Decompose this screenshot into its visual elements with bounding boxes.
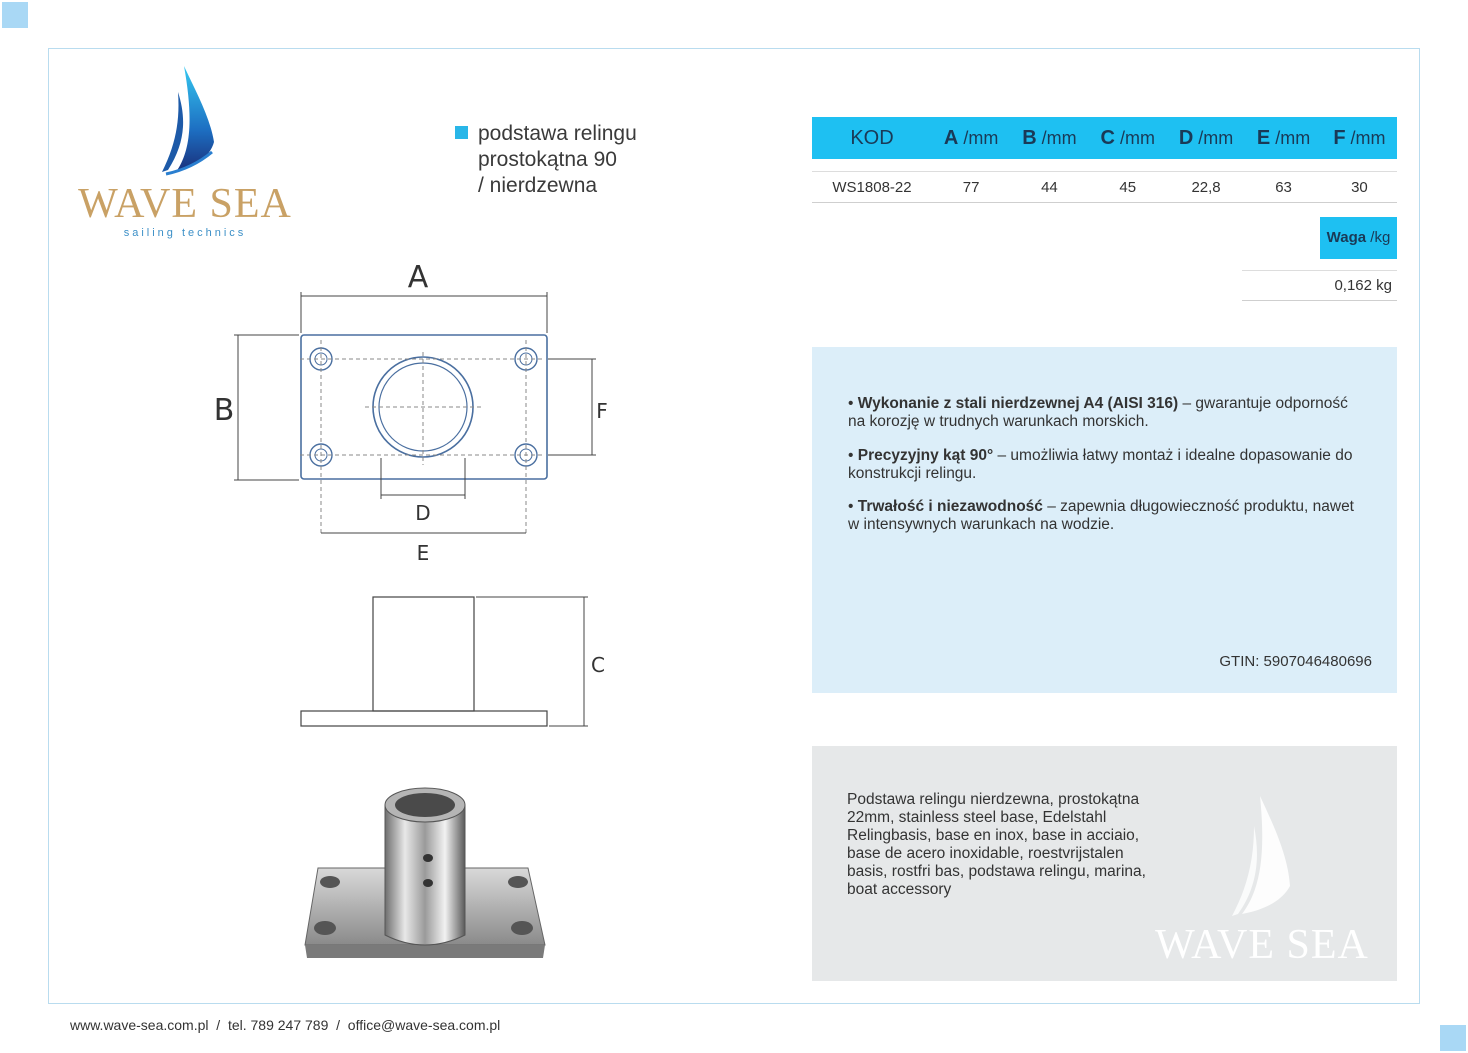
header-kod: KOD [812, 117, 932, 159]
gtin-code: GTIN: 5907046480696 [1219, 653, 1372, 670]
cell-b: 44 [1010, 172, 1088, 203]
header-a: A /mm [932, 117, 1010, 159]
dim-label-f: F [596, 399, 608, 423]
header-b: B /mm [1010, 117, 1088, 159]
feature-item: • Wykonanie z stali nierdzewnej A4 (AISI 316) – gwarantuje odporność na korozję w trudnych warunkach morskich. [848, 395, 1348, 430]
sail-watermark-icon [1142, 786, 1382, 926]
brand-logo [70, 62, 310, 247]
title-line: podstawa relingu [478, 122, 637, 145]
technical-drawing [200, 250, 620, 740]
brand-watermark [1142, 786, 1382, 976]
feature-item: • Trwałość i niezawodność – zapewnia długowieczność produktu, nawet w intensywnych warunkach na wodzie. [848, 498, 1354, 533]
weight-header: Waga /kg [1320, 217, 1397, 259]
description-text: Podstawa relingu nierdzewna, prostokątna 22mm, stainless steel base, Edelstahl Relingbasis, base en inox, base in acciaio, base de acero inoxidable, roestvrijstalen basis, rostfri bas, podstawa relingu, marina, boat accessory [847, 791, 1146, 898]
footer-contact: www.wave-sea.com.pl / tel. 789 247 789 / office@wave-sea.com.pl [70, 1017, 501, 1033]
spec-header-row [812, 117, 1397, 159]
dim-label-d: D [415, 501, 431, 525]
watermark-wordmark: WAVE SEA [1155, 922, 1369, 968]
title-bullet-icon [455, 126, 468, 139]
dim-label-a: A [407, 260, 429, 295]
description-panel [812, 746, 1397, 981]
corner-mark-bottom-right [1440, 1025, 1466, 1051]
spec-table [812, 117, 1397, 203]
title-line: / nierdzewna [478, 174, 598, 197]
title-line: prostokątna 90 [478, 148, 617, 171]
header-f: F /mm [1322, 117, 1397, 159]
cell-kod: WS1808-22 [812, 172, 932, 203]
sail-logo-icon [70, 62, 310, 187]
header-e: E /mm [1245, 117, 1322, 159]
corner-mark-top-left [2, 2, 28, 28]
features-panel [812, 347, 1397, 693]
cell-c: 45 [1089, 172, 1167, 203]
feature-item: • Precyzyjny kąt 90° – umożliwia łatwy montaż i idealne dopasowanie do konstrukcji relingu. [848, 447, 1353, 482]
header-d: D /mm [1167, 117, 1245, 159]
logo-tagline: sailing technics [123, 227, 247, 239]
cell-f: 30 [1322, 172, 1397, 203]
cell-d: 22,8 [1167, 172, 1245, 203]
weight-divider [1242, 270, 1397, 271]
cell-e: 63 [1245, 172, 1322, 203]
table-row [812, 172, 1397, 203]
dim-label-b: B [213, 393, 235, 428]
logo-wordmark: WAVE SEA [78, 181, 292, 227]
weight-divider [1242, 300, 1397, 301]
product-title [478, 121, 708, 199]
weight-value: 0,162 kg [1334, 277, 1392, 294]
dim-label-c: C [591, 653, 605, 677]
dim-label-e: E [416, 541, 430, 565]
cell-a: 77 [932, 172, 1010, 203]
header-c: C /mm [1089, 117, 1167, 159]
product-photo [300, 775, 550, 965]
